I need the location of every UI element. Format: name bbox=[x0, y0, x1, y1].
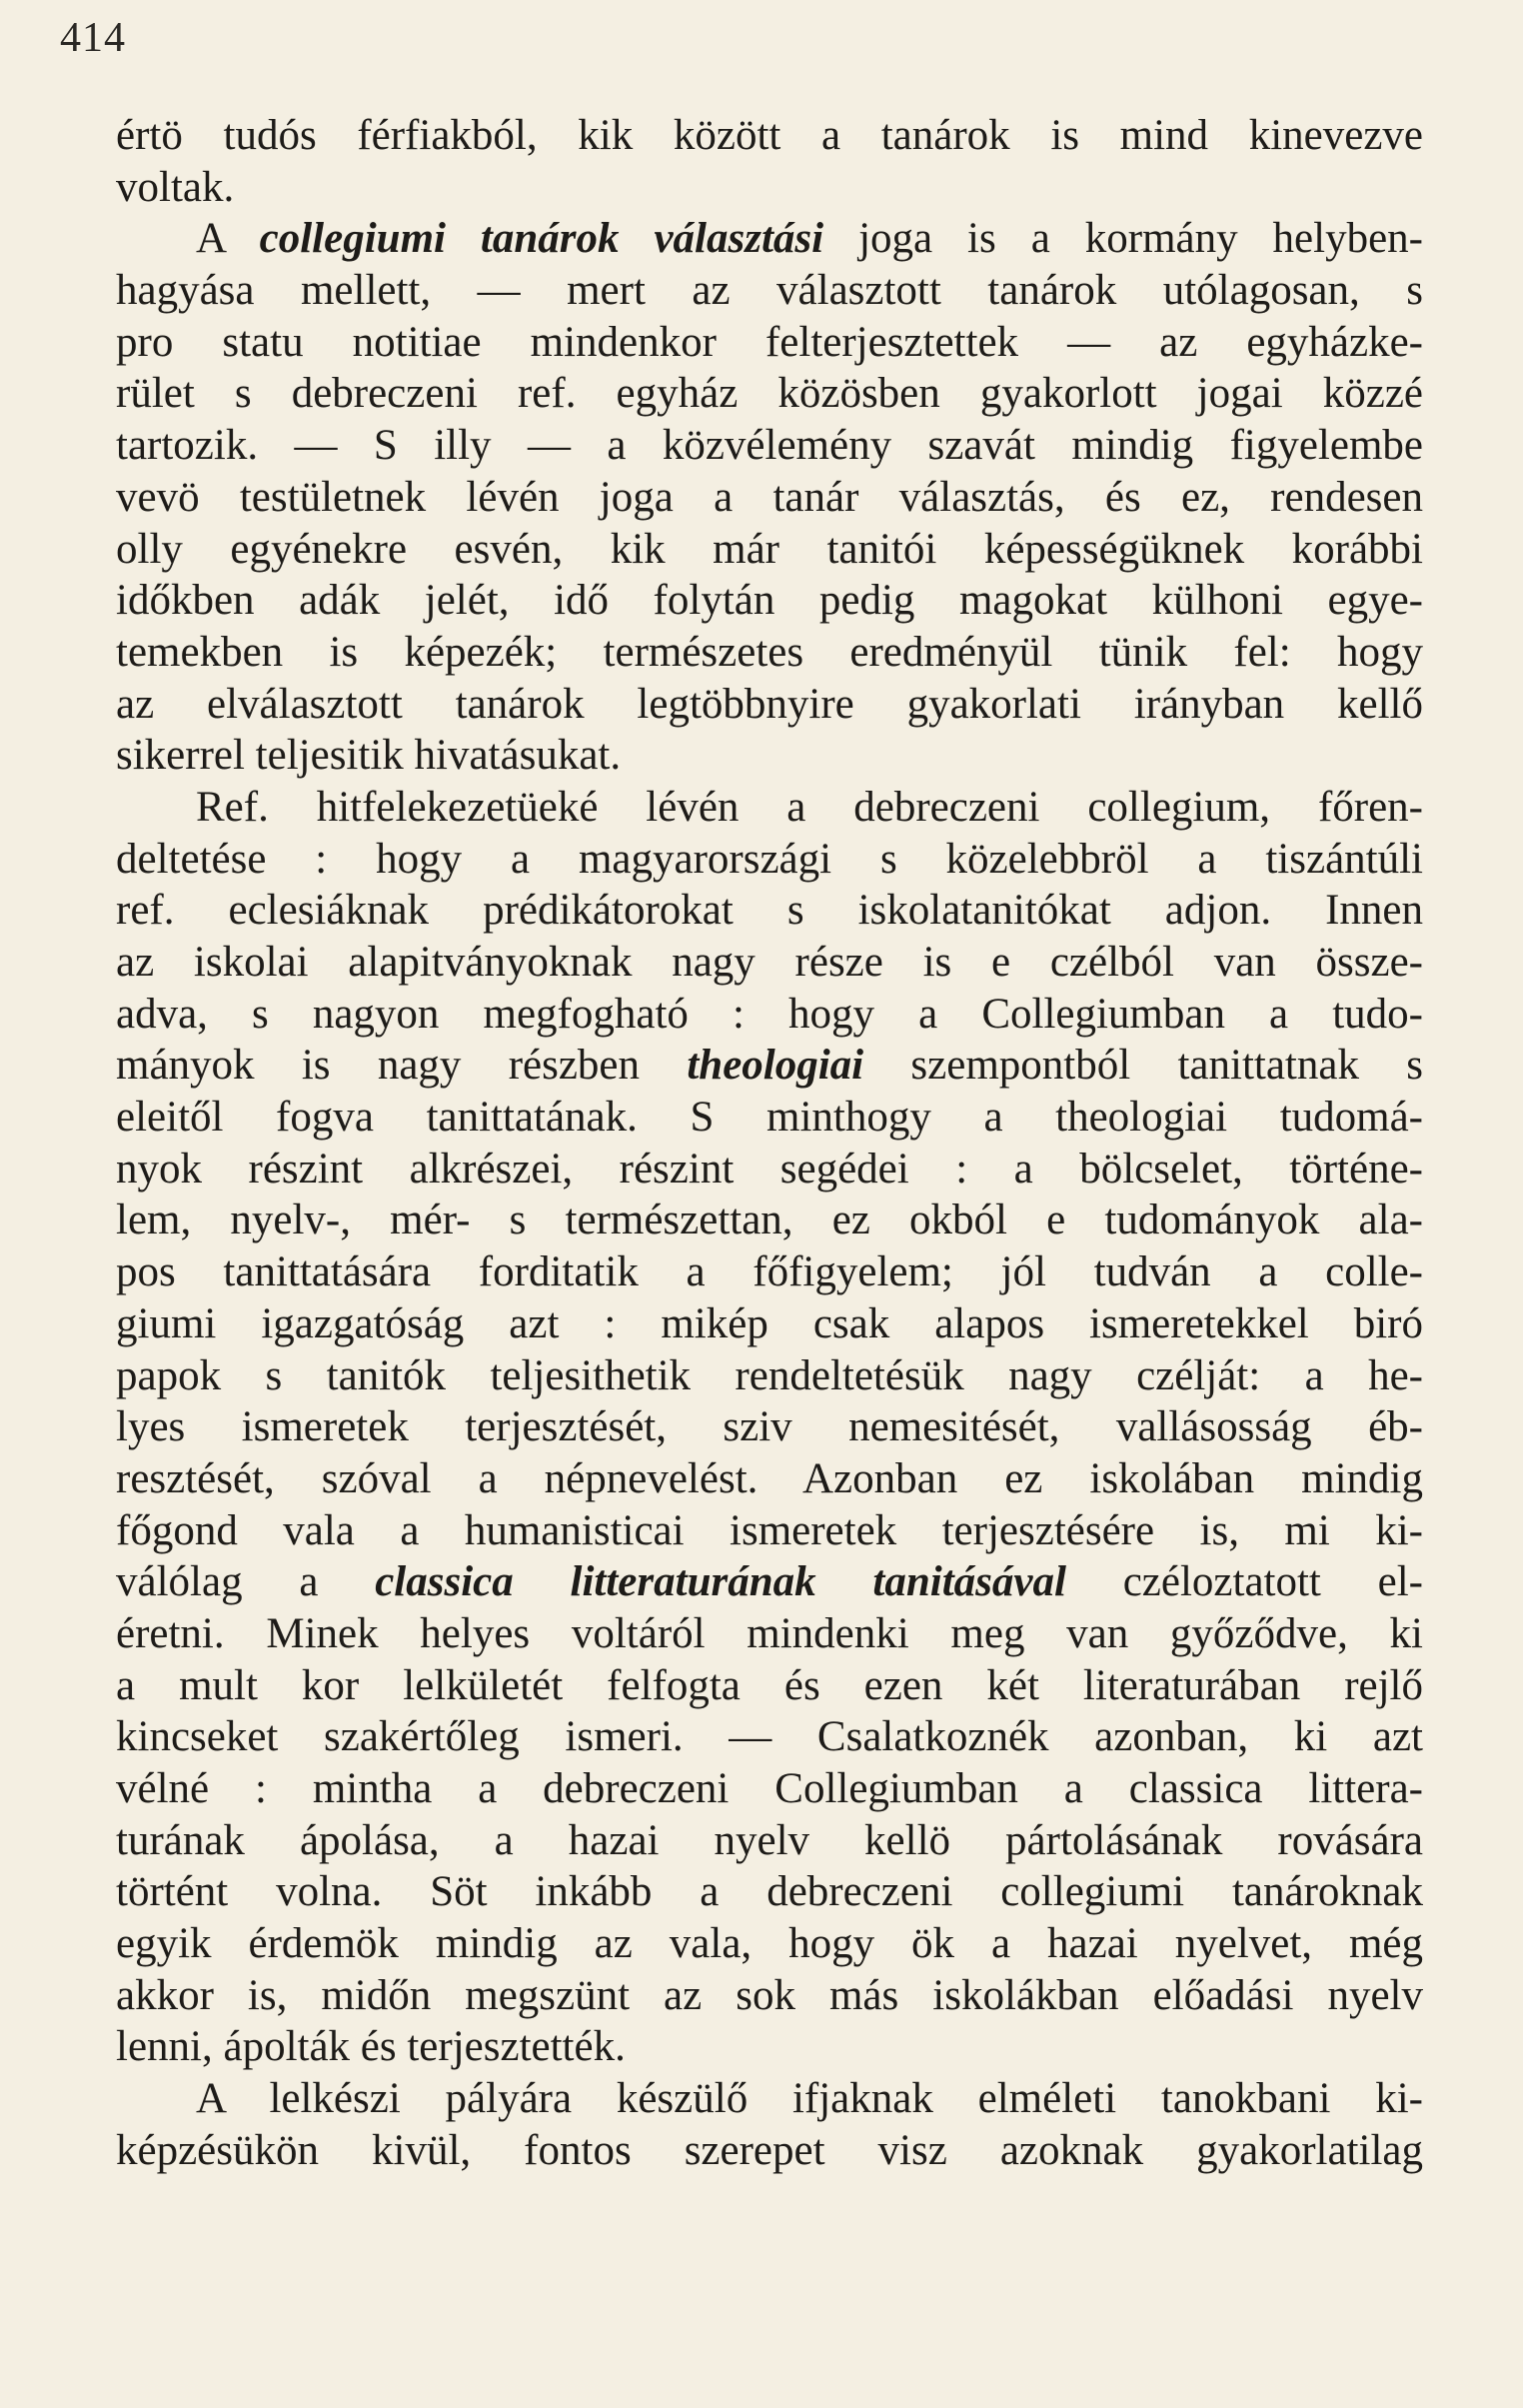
text-line: időkben adák jelét, idő folytán pedig magokat külhoni egye- bbox=[116, 577, 1423, 625]
text-line: értö tudós férfiakból, kik között a tanárok is mind kinevezve bbox=[116, 112, 1423, 159]
text-line: ref. eclesiáknak prédikátorokat s iskolatanitókat adjon. Innen bbox=[116, 887, 1423, 935]
emphasized-text: theologiai bbox=[687, 1042, 864, 1090]
text-line: az iskolai alapitványoknak nagy része is e czélból van össze- bbox=[116, 939, 1423, 986]
text-segment: czéloztatott el- bbox=[1065, 1558, 1424, 1606]
body-text bbox=[116, 110, 1423, 2177]
text-line: voltak. bbox=[116, 163, 235, 211]
text-segment: szempontból tanittatnak s bbox=[863, 1042, 1423, 1090]
text-line: sikerrel teljesitik hivatásukat. bbox=[116, 732, 622, 780]
text-line: a mult kor lelkületét felfogta és ezen két literaturában rejlő bbox=[116, 1661, 1423, 1709]
emphasized-text: collegiumi tanárok választási bbox=[259, 215, 824, 263]
text-line: olly egyénekre esvén, kik már tanitói képességüknek korábbi bbox=[116, 525, 1423, 573]
text-line: egyik érdemök mindig az vala, hogy ök a hazai nyelvet, még bbox=[116, 1920, 1423, 1968]
text-line: Ref. hitfelekezetüeké lévén a debreczeni collegium, főren- bbox=[196, 783, 1423, 831]
text-line: turának ápolása, a hazai nyelv kellö pártolásának rovására bbox=[116, 1816, 1423, 1864]
text-line: lem, nyelv-, mér- s természettan, ez okból e tudományok ala- bbox=[116, 1197, 1423, 1244]
text-line: vélné : mintha a debreczeni Collegiumban a classica littera- bbox=[116, 1765, 1423, 1812]
text-line: deltetése : hogy a magyarországi s közelebbröl a tiszántúli bbox=[116, 835, 1423, 883]
text-line: vevö testületnek lévén joga a tanár választás, és ez, rendesen bbox=[116, 473, 1423, 521]
text-line: rület s debreczeni ref. egyház közösben gyakorlott jogai közzé bbox=[116, 370, 1423, 418]
text-line bbox=[116, 1040, 1423, 1092]
text-line bbox=[116, 1556, 1423, 1608]
text-line: képzésükön kivül, fontos szerepet visz azoknak gyakorlatilag bbox=[116, 2126, 1423, 2174]
text-line: A lelkészi pályára készülő ifjaknak elméleti tanokbani ki- bbox=[196, 2075, 1423, 2123]
text-line: pos tanittatására forditatik a főfigyelem; jól tudván a colle- bbox=[116, 1248, 1423, 1296]
text-segment: A bbox=[196, 215, 260, 263]
text-line: történt volna. Söt inkább a debreczeni collegiumi tanároknak bbox=[116, 1868, 1423, 1916]
text-line: akkor is, midőn megszünt az sok más iskolákban előadási nyelv bbox=[116, 1971, 1423, 2019]
text-line: temekben is képezék; természetes eredményül tünik fel: hogy bbox=[116, 628, 1423, 676]
text-line: adva, s nagyon megfogható : hogy a Collegiumban a tudo- bbox=[116, 990, 1423, 1038]
page-number: 414 bbox=[60, 15, 126, 61]
text-line: éretni. Minek helyes voltáról mindenki meg van győződve, ki bbox=[116, 1609, 1423, 1657]
text-line: giumi igazgatóság azt : mikép csak alapos ismeretekkel biró bbox=[116, 1299, 1423, 1347]
text-segment: mányok is nagy részben bbox=[116, 1042, 688, 1090]
text-segment: joga is a kormány helyben- bbox=[823, 215, 1423, 263]
text-line: pro statu notitiae mindenkor felterjesztettek — az egyházke- bbox=[116, 318, 1423, 366]
text-line: resztését, szóval a népnevelést. Azonban ez iskolában mindig bbox=[116, 1454, 1423, 1502]
text-line: tartozik. — S illy — a közvélemény szavát mindig figyelembe bbox=[116, 422, 1423, 470]
text-line: az elválasztott tanárok legtöbbnyire gyakorlati irányban kellő bbox=[116, 680, 1423, 728]
emphasized-text: classica litteraturának tanitásával bbox=[375, 1558, 1066, 1606]
text-line: lenni, ápolták és terjesztették. bbox=[116, 2023, 626, 2071]
text-line: nyok részint alkrészei, részint segédei : a bölcselet, történe- bbox=[116, 1145, 1423, 1193]
text-line: főgond vala a humanisticai ismeretek terjesztésére is, mi ki- bbox=[116, 1506, 1423, 1554]
text-line: lyes ismeretek terjesztését, sziv nemesitését, vallásosság éb- bbox=[116, 1403, 1423, 1451]
text-line: kincseket szakértőleg ismeri. — Csalatkoznék azonban, ki azt bbox=[116, 1713, 1423, 1761]
text-line: papok s tanitók teljesithetik rendeltetésük nagy czélját: a he- bbox=[116, 1351, 1423, 1399]
text-line bbox=[116, 213, 1423, 265]
text-line: eleitől fogva tanittatának. S minthogy a theologiai tudomá- bbox=[116, 1094, 1423, 1142]
text-line: hagyása mellett, — mert az választott tanárok utólagosan, s bbox=[116, 267, 1423, 315]
text-segment: válólag a bbox=[116, 1558, 376, 1606]
